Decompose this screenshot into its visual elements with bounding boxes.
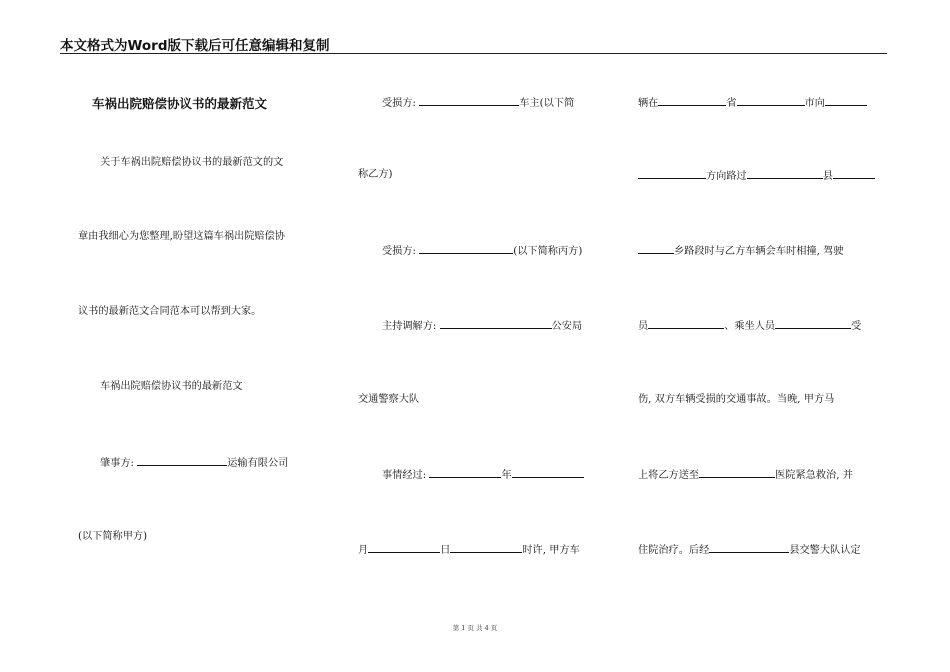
county-label: 县 (822, 171, 833, 182)
vehicle-at-text: 辆在 (638, 98, 659, 109)
blank-field (699, 467, 775, 478)
blank-field (638, 168, 706, 179)
col2-line-2: 称乙方) (358, 169, 393, 180)
hospitalized-text: 住院治疗。后经 (638, 545, 710, 556)
blank-field (450, 542, 522, 553)
blank-field (429, 467, 501, 478)
col1-line-1: 关于车祸出院赔偿协议书的最新范文的文 (100, 157, 284, 168)
page-number: 第 1 页 共 4 页 (452, 624, 498, 632)
city-label: 市向 (804, 98, 825, 109)
collision-text: 乡路段时与乙方车辆会车时相撞, 驾驶 (674, 246, 844, 257)
col3-line-1 (638, 95, 867, 111)
blank-field (709, 542, 789, 553)
injured-text: 受 (851, 321, 862, 332)
province-label: 省 (726, 98, 737, 109)
victim2-label: 受损方: (382, 246, 416, 257)
blank-field (137, 455, 227, 466)
party-c-suffix: (以下简称丙方) (513, 246, 583, 257)
incident-label: 事情经过: (382, 470, 427, 481)
blank-field (737, 95, 805, 106)
col2-line-5: 交通警察大队 (358, 394, 420, 405)
police-suffix: 公安局 (551, 321, 583, 332)
blank-field (419, 243, 513, 254)
mediator-label: 主持调解方: (382, 321, 437, 332)
col1-line-2: 章由我细心为您整理,盼望这篇车祸出院赔偿协 (78, 231, 285, 242)
blank-field (368, 542, 440, 553)
blank-field (833, 168, 875, 179)
col1-line-6: (以下简称甲方) (78, 531, 148, 542)
col2-line-4 (382, 318, 582, 334)
col1-line-4: 车祸出院赔偿协议书的最新范文 (100, 381, 243, 392)
col2-line-7 (358, 542, 580, 558)
col1-line-5 (100, 455, 288, 471)
blank-field (648, 318, 724, 329)
traffic-brigade-text: 县交警大队认定 (789, 545, 861, 556)
victim-label: 受损方: (382, 98, 416, 109)
company-suffix: 运输有限公司 (227, 458, 289, 469)
sent-to-text: 上将乙方送至 (638, 470, 700, 481)
col3-line-4 (638, 318, 861, 334)
direction-text: 方向路过 (706, 171, 747, 182)
blank-field (825, 95, 867, 106)
col2-line-6 (382, 467, 584, 483)
blank-field (419, 95, 519, 106)
blank-field (775, 318, 851, 329)
col3-line-6 (638, 467, 853, 483)
col3-line-2 (638, 168, 875, 184)
offender-label: 肇事方: (100, 458, 134, 469)
col3-line-7 (638, 542, 861, 558)
blank-field (440, 318, 552, 329)
passenger-label: 、乘坐人员 (724, 321, 776, 332)
col3-line-5: 伤, 双方车辆受损的交通事故。当晚, 甲方马 (638, 394, 835, 405)
blank-field (658, 95, 726, 106)
blank-field (747, 168, 823, 179)
col2-line-3 (382, 243, 582, 259)
page-header: 本文格式为Word版下载后可任意编辑和复制 (60, 38, 330, 54)
col2-line-1 (382, 95, 574, 111)
header-divider (60, 53, 887, 54)
driver-label: 员 (638, 321, 649, 332)
year-label: 年 (501, 470, 512, 481)
col3-line-3 (638, 243, 843, 259)
document-title: 车祸出院赔偿协议书的最新范文 (92, 96, 268, 111)
col1-line-3: 议书的最新范文合同范本可以帮到大家。 (78, 306, 262, 317)
owner-suffix: 车主(以下简 (519, 98, 575, 109)
month-label: 月 (358, 545, 369, 556)
blank-field (638, 243, 674, 254)
time-text: 时许, 甲方车 (522, 545, 580, 556)
blank-field (512, 467, 584, 478)
day-label: 日 (440, 545, 451, 556)
hospital-text: 医院紧急救治, 并 (775, 470, 853, 481)
